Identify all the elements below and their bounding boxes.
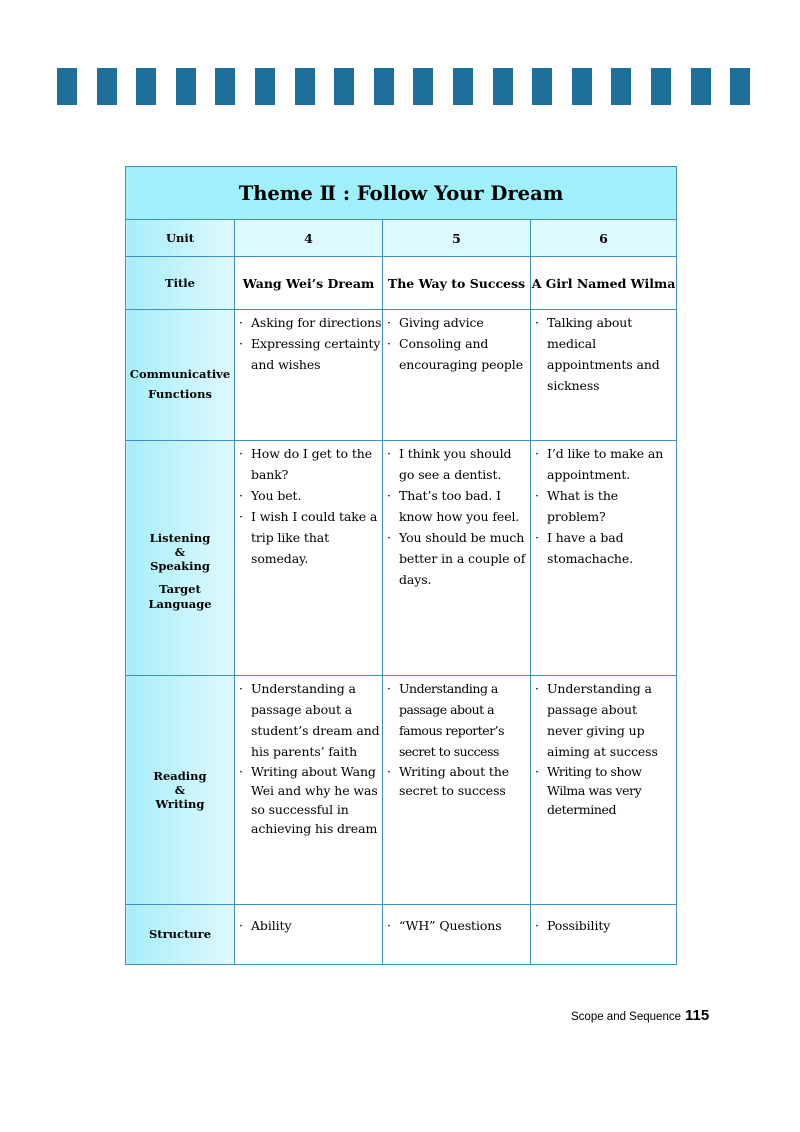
list-item: · Ability [239, 915, 382, 936]
stripe-block [611, 68, 631, 105]
stripe-block [730, 68, 750, 105]
list-item: · Possibility [535, 915, 676, 936]
title-label: Title [126, 257, 235, 310]
list-item: · What is the problem? [535, 485, 676, 527]
list-item: · I wish I could take a trip like that someday. [239, 506, 382, 569]
stripe-block [136, 68, 156, 105]
communicative-functions-cell [235, 310, 383, 441]
list-item: · Understanding a passage about a famous reporter’s secret to success [387, 678, 530, 762]
communicative-functions-cell [383, 310, 531, 441]
stripe-block [572, 68, 592, 105]
unit-number: 6 [531, 220, 677, 257]
bullet-icon: · [387, 918, 391, 933]
bullet-icon: · [239, 681, 243, 696]
communicative-functions-cell [531, 310, 677, 441]
stripe-block [57, 68, 77, 105]
communicative-functions-label [126, 310, 235, 441]
list-item: · Expressing certainty and wishes [239, 333, 382, 375]
page-footer [571, 1007, 709, 1024]
listening-speaking-label [126, 441, 235, 676]
list-item: · Writing about the secret to success [387, 764, 510, 798]
list-item: · Writing to show Wilma was very determined [535, 764, 642, 817]
listening-speaking-cell [235, 441, 383, 676]
stripe-block [651, 68, 671, 105]
listening-speaking-cell [383, 441, 531, 676]
unit-number: 4 [235, 220, 383, 257]
list-item: · How do I get to the bank? [239, 443, 382, 485]
bullet-icon: · [387, 681, 391, 696]
list-item: · Giving advice [387, 312, 530, 333]
bullet-icon: · [239, 764, 243, 779]
bullet-icon: · [535, 488, 539, 503]
list-item: · That’s too bad. I know how you feel. [387, 485, 530, 527]
stripe-block [493, 68, 513, 105]
footer-section-title: Scope and Sequence [571, 1011, 681, 1023]
bullet-icon: · [535, 918, 539, 933]
stripe-block [413, 68, 433, 105]
row-label-line: Target Language [148, 582, 212, 611]
reading-writing-cell [531, 676, 677, 905]
row-label-line: Communicative [129, 366, 231, 381]
bullet-icon: · [535, 764, 539, 779]
bullet-icon: · [239, 488, 243, 503]
bullet-icon: · [239, 509, 243, 524]
bullet-icon: · [239, 315, 243, 330]
list-item: · Understanding a passage about never giving up aiming at success [535, 678, 676, 762]
stripe-block [453, 68, 473, 105]
unit-title: Wang Wei’s Dream [235, 257, 383, 310]
stripe-block [176, 68, 196, 105]
stripe-block [334, 68, 354, 105]
bullet-icon: · [239, 336, 243, 351]
list-item: · Asking for directions [239, 312, 382, 333]
list-item: · You should be much better in a couple of days. [387, 527, 530, 590]
bullet-icon: · [535, 530, 539, 545]
list-item: · Writing about Wang Wei and why he was so successful in achieving his dream [239, 764, 378, 836]
stripe-block [215, 68, 235, 105]
list-item: · Understanding a passage about a student’s dream and his parents’ faith [239, 678, 382, 762]
structure-label: Structure [126, 905, 235, 965]
theme-title: Theme Ⅱ : Follow Your Dream [126, 167, 677, 220]
list-item: · Talking about medical appointments and sickness [535, 312, 676, 396]
stripe-block [255, 68, 275, 105]
row-label-line: Speaking [150, 559, 210, 574]
bullet-icon: · [387, 315, 391, 330]
bullet-icon: · [535, 446, 539, 461]
structure-cell [235, 905, 383, 965]
listening-speaking-cell [531, 441, 677, 676]
row-label-line: & [174, 783, 186, 797]
row-label-line: & [174, 545, 186, 560]
list-item: · Consoling and encouraging people [387, 333, 530, 375]
row-label-line: Writing [155, 797, 205, 811]
bullet-icon: · [387, 764, 391, 779]
scope-sequence-table [125, 166, 677, 965]
list-item: · I have a bad stomachache. [535, 527, 676, 569]
unit-title: The Way to Success [383, 257, 531, 310]
structure-cell [531, 905, 677, 965]
list-item: · You bet. [239, 485, 382, 506]
decorative-stripe-bar [57, 68, 757, 105]
row-label-line: Functions [148, 387, 212, 401]
list-item: · I’d like to make an appointment. [535, 443, 676, 485]
bullet-icon: · [387, 530, 391, 545]
row-label-line: Listening [149, 531, 211, 546]
bullet-icon: · [387, 488, 391, 503]
structure-cell [383, 905, 531, 965]
unit-number: 5 [383, 220, 531, 257]
reading-writing-cell [235, 676, 383, 905]
stripe-block [295, 68, 315, 105]
reading-writing-label [126, 676, 235, 905]
page-number: 115 [684, 1007, 710, 1024]
bullet-icon: · [387, 336, 391, 351]
bullet-icon: · [239, 446, 243, 461]
unit-title: A Girl Named Wilma [531, 257, 677, 310]
stripe-block [691, 68, 711, 105]
bullet-icon: · [535, 681, 539, 696]
unit-label: Unit [126, 220, 235, 257]
row-label-line: Reading [153, 769, 207, 783]
list-item: · “WH” Questions [387, 915, 530, 936]
list-item: · I think you should go see a dentist. [387, 443, 530, 485]
reading-writing-cell [383, 676, 531, 905]
bullet-icon: · [535, 315, 539, 330]
stripe-block [532, 68, 552, 105]
stripe-block [97, 68, 117, 105]
bullet-icon: · [239, 918, 243, 933]
stripe-block [374, 68, 394, 105]
bullet-icon: · [387, 446, 391, 461]
